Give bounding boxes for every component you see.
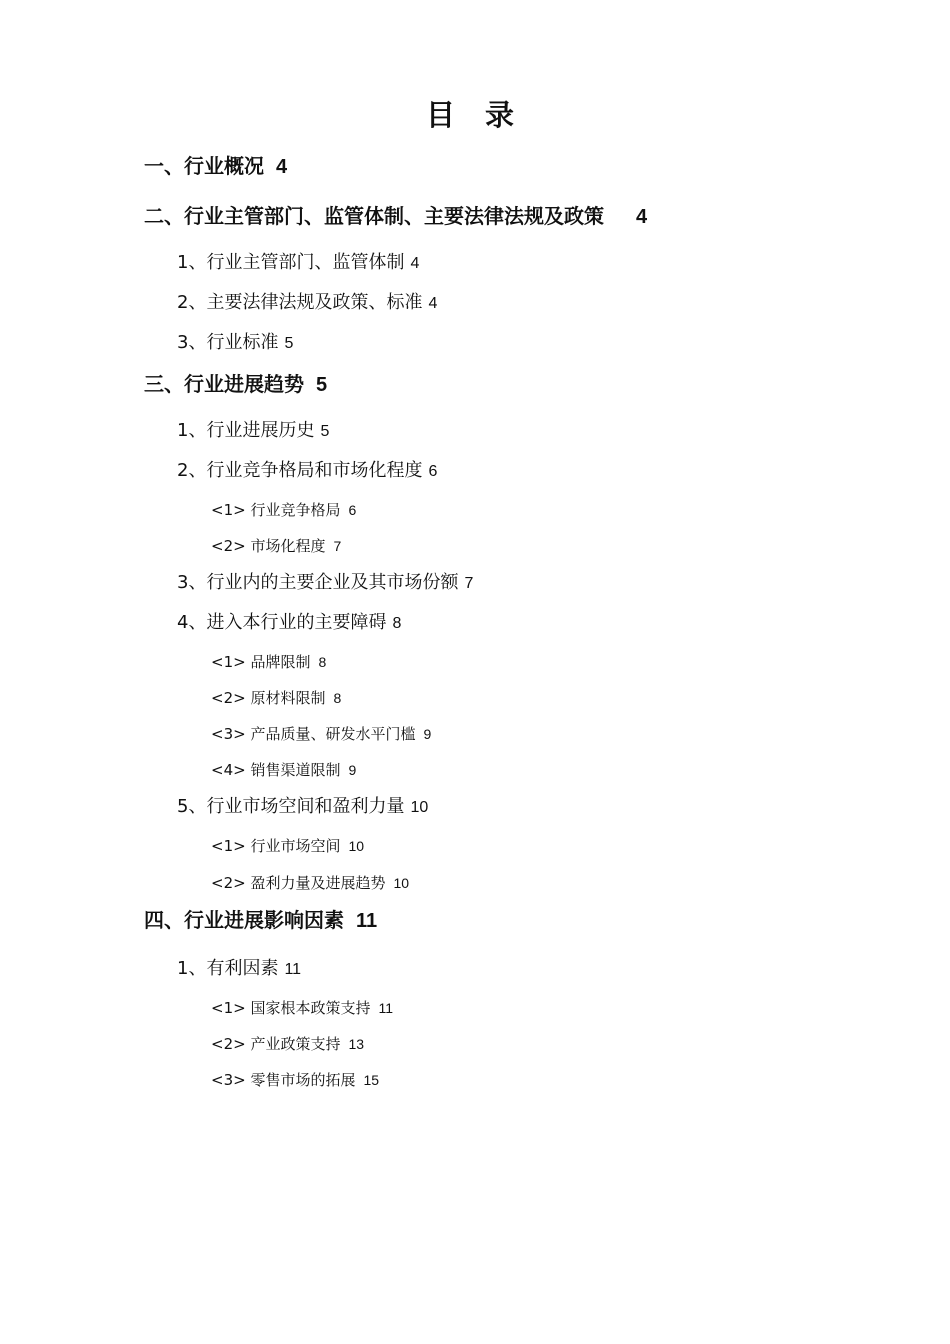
toc-entry-text: 一、行业概况 <box>144 154 264 178</box>
toc-entry-text: 2、行业竞争格局和市场化程度 <box>177 460 423 481</box>
toc-entry-text: <1> 行业市场空间 <box>211 837 341 855</box>
toc-entry-text: <1> 国家根本政策支持 <box>211 999 371 1017</box>
toc-entry-page: 4 <box>410 255 420 272</box>
toc-entry-4-1-1[interactable] <box>211 997 393 1019</box>
toc-entry-3-4[interactable] <box>177 610 401 637</box>
toc-entry-2-3[interactable] <box>177 330 293 357</box>
toc-entry-page: 10 <box>348 838 365 854</box>
toc-entry-text: <2> 盈利力量及进展趋势 <box>211 874 386 892</box>
toc-entry-text: 四、行业进展影响因素 <box>144 908 344 932</box>
toc-entry-4-1-2[interactable] <box>211 1033 364 1055</box>
toc-entry-text: <1> 品牌限制 <box>211 653 311 671</box>
toc-entry-3-2-1[interactable] <box>211 499 356 521</box>
toc-entry-page: 4 <box>276 156 288 178</box>
toc-entry-section-2[interactable] <box>144 202 647 231</box>
toc-entry-text: 5、行业市场空间和盈利力量 <box>177 796 405 817</box>
toc-entry-3-4-1[interactable] <box>211 651 326 673</box>
toc-entry-text: <3> 产品质量、研发水平门槛 <box>211 725 416 743</box>
toc-entry-section-4[interactable] <box>144 906 377 935</box>
toc-entry-text: 3、行业标准 <box>177 332 279 353</box>
toc-entry-text: 3、行业内的主要企业及其市场份额 <box>177 572 459 593</box>
toc-entry-2-1[interactable] <box>177 250 419 277</box>
toc-entry-page: 10 <box>393 875 410 891</box>
toc-entry-page: 5 <box>284 335 294 352</box>
toc-entry-text: 二、行业主管部门、监管体制、主要法律法规及政策 <box>144 204 604 228</box>
toc-entry-3-5-1[interactable] <box>211 835 364 857</box>
toc-entry-3-5[interactable] <box>177 794 428 821</box>
toc-entry-4-1-3[interactable] <box>211 1069 379 1091</box>
toc-entry-page: 15 <box>363 1072 380 1088</box>
toc-entry-3-4-4[interactable] <box>211 759 356 781</box>
toc-entry-text: <2> 产业政策支持 <box>211 1035 341 1053</box>
toc-entry-page: 6 <box>428 463 438 480</box>
toc-entry-text: <4> 销售渠道限制 <box>211 761 341 779</box>
toc-entry-text: <3> 零售市场的拓展 <box>211 1071 356 1089</box>
toc-entry-page: 8 <box>333 690 342 706</box>
toc-entry-page: 9 <box>423 726 432 742</box>
toc-entry-text: <1> 行业竞争格局 <box>211 501 341 519</box>
toc-entry-page: 11 <box>284 961 302 978</box>
toc-entry-page: 5 <box>316 374 328 396</box>
toc-entry-text: <2> 市场化程度 <box>211 537 326 555</box>
toc-entry-text: 4、进入本行业的主要障碍 <box>177 612 387 633</box>
toc-entry-page: 11 <box>356 910 378 932</box>
toc-entry-3-5-2[interactable] <box>211 872 409 894</box>
toc-entry-page: 6 <box>348 502 357 518</box>
toc-entry-section-3[interactable] <box>144 370 327 399</box>
toc-entry-text: 1、行业进展历史 <box>177 420 315 441</box>
toc-entry-3-1[interactable] <box>177 418 329 445</box>
toc-entry-page: 8 <box>318 654 327 670</box>
toc-entry-text: 2、主要法律法规及政策、标准 <box>177 292 423 313</box>
toc-entry-4-1[interactable] <box>177 956 301 983</box>
toc-entry-page: 5 <box>320 423 330 440</box>
toc-entry-2-2[interactable] <box>177 290 437 317</box>
toc-entry-page: 8 <box>392 615 402 632</box>
toc-entry-page: 13 <box>348 1036 365 1052</box>
toc-title: 目 录 <box>425 98 525 132</box>
toc-entry-3-3[interactable] <box>177 570 473 597</box>
toc-entry-3-2-2[interactable] <box>211 535 341 557</box>
toc-entry-page: 9 <box>348 762 357 778</box>
toc-entry-3-4-2[interactable] <box>211 687 341 709</box>
toc-entry-page: 11 <box>378 1000 393 1016</box>
toc-entry-page: 10 <box>410 799 429 816</box>
toc-entry-page: 7 <box>333 538 342 554</box>
toc-entry-text: 三、行业进展趋势 <box>144 372 304 396</box>
toc-entry-text: <2> 原材料限制 <box>211 689 326 707</box>
toc-entry-page: 7 <box>464 575 474 592</box>
toc-entry-3-2[interactable] <box>177 458 437 485</box>
toc-entry-text: 1、行业主管部门、监管体制 <box>177 252 405 273</box>
toc-entry-text: 1、有利因素 <box>177 958 279 979</box>
toc-entry-page: 4 <box>428 295 438 312</box>
toc-entry-section-1[interactable] <box>144 152 287 181</box>
toc-entry-page: 4 <box>636 206 648 228</box>
toc-entry-3-4-3[interactable] <box>211 723 431 745</box>
